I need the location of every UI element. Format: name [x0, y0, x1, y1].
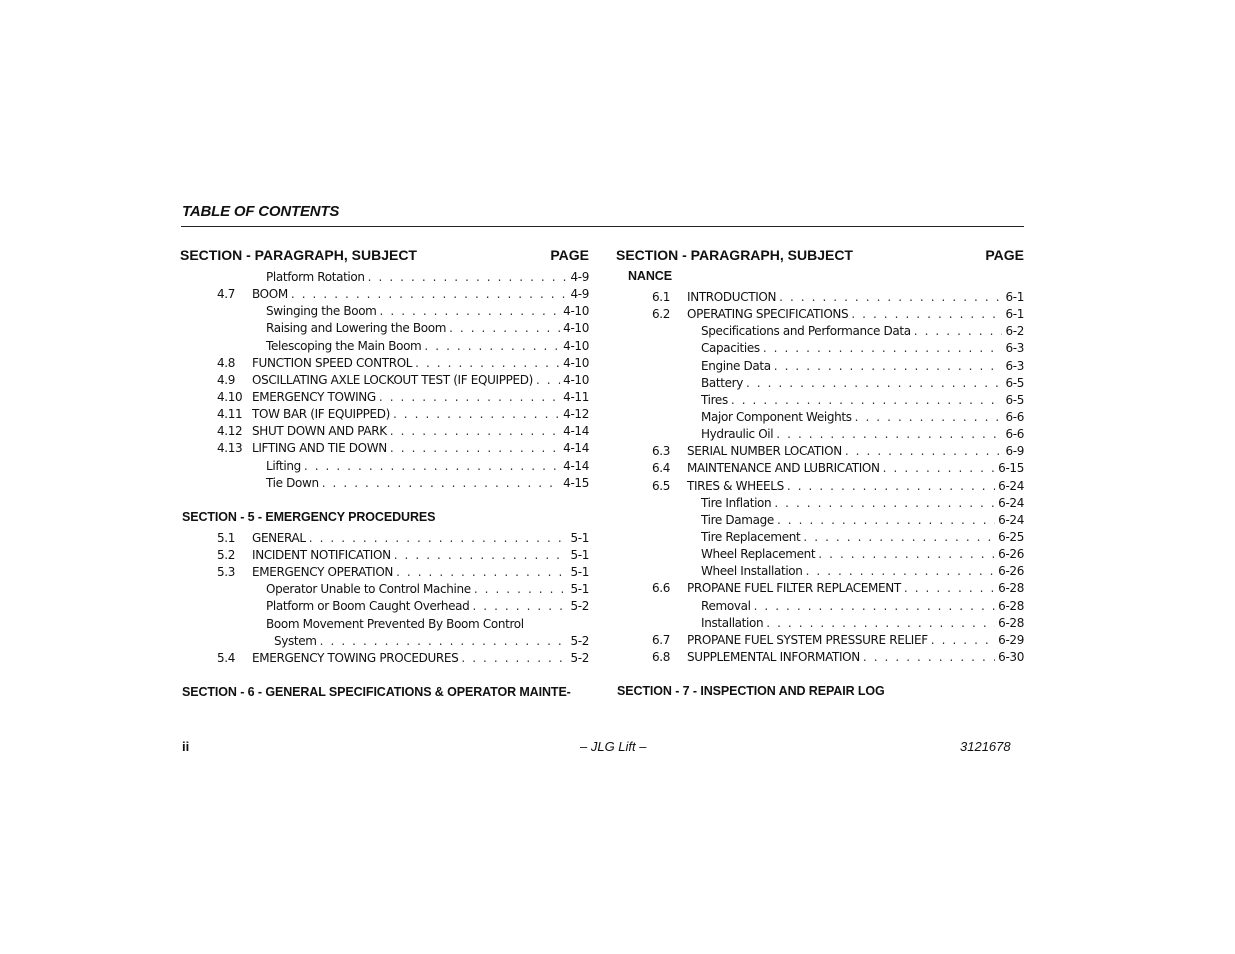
toc-entry-title: Swinging the Boom — [266, 304, 377, 319]
toc-entry-title: Wheel Installation — [701, 564, 803, 579]
dot-leader — [424, 338, 560, 355]
toc-entry-title: PROPANE FUEL SYSTEM PRESSURE RELIEF — [687, 632, 928, 647]
dot-leader — [396, 564, 567, 581]
toc-entry-title: PROPANE FUEL FILTER REPLACEMENT — [687, 581, 901, 596]
toc-entry[interactable] — [616, 306, 1024, 323]
toc-entry[interactable] — [616, 392, 1024, 409]
toc-entry[interactable] — [180, 475, 589, 492]
toc-entry[interactable] — [616, 443, 1024, 460]
toc-entry-number: 4.8 — [217, 355, 236, 370]
dot-leader — [390, 423, 560, 440]
toc-entry-page: 6-28 — [998, 581, 1024, 596]
toc-entry-title: FUNCTION SPEED CONTROL — [252, 355, 413, 370]
toc-entry[interactable] — [180, 458, 589, 475]
dot-leader — [914, 323, 1003, 340]
toc-entry-title: Platform or Boom Caught Overhead — [266, 599, 470, 614]
toc-entry-number: 5.4 — [217, 650, 236, 665]
dot-leader — [536, 372, 560, 389]
toc-entry-page: 6-28 — [998, 615, 1024, 630]
dot-leader — [803, 529, 995, 546]
dot-leader — [474, 581, 568, 598]
dot-leader — [393, 406, 560, 423]
dot-leader — [845, 443, 1003, 460]
right-entries — [616, 289, 1024, 666]
dot-leader — [415, 355, 560, 372]
footer-center-text: – JLG Lift – — [580, 739, 647, 754]
toc-entry-page: 5-2 — [570, 633, 589, 648]
toc-entry[interactable] — [180, 372, 589, 389]
toc-entry-title: SERIAL NUMBER LOCATION — [687, 444, 842, 459]
toc-entry-title: BOOM — [252, 287, 288, 302]
toc-entry-number: 6.8 — [652, 649, 671, 664]
toc-entry-number: 4.12 — [217, 424, 243, 439]
toc-entry-title: Tire Damage — [701, 512, 774, 527]
toc-entry[interactable] — [180, 564, 589, 581]
toc-entry-page: 4-12 — [563, 407, 589, 422]
section7-heading[interactable]: SECTION - 7 - INSPECTION AND REPAIR LOG — [617, 684, 885, 699]
dot-leader — [806, 563, 996, 580]
toc-entry[interactable] — [616, 563, 1024, 580]
toc-entry-number: 4.13 — [217, 441, 243, 456]
toc-entry-page: 6-24 — [998, 512, 1024, 527]
toc-entry-title: TOW BAR (IF EQUIPPED) — [252, 407, 390, 422]
toc-entry-page: 6-26 — [998, 564, 1024, 579]
toc-entry-page: 5-1 — [570, 547, 589, 562]
toc-entry-title: Tire Replacement — [701, 529, 801, 544]
toc-entry[interactable] — [616, 512, 1024, 529]
toc-entry-page: 6-3 — [1005, 358, 1024, 373]
toc-entry[interactable] — [616, 615, 1024, 632]
dot-leader — [774, 495, 995, 512]
toc-entry-page: 6-25 — [998, 529, 1024, 544]
right-header-subject: SECTION - PARAGRAPH, SUBJECT — [616, 247, 853, 263]
toc-entry[interactable] — [616, 409, 1024, 426]
toc-entry-page: 4-14 — [563, 441, 589, 456]
toc-entry-title: Engine Data — [701, 358, 771, 373]
toc-entry-page: 6-5 — [1005, 375, 1024, 390]
toc-entry-page: 4-11 — [563, 389, 589, 404]
toc-entry[interactable] — [616, 598, 1024, 615]
toc-entry-title: GENERAL — [252, 530, 306, 545]
title-rule — [181, 226, 1024, 227]
toc-entry-number: 6.1 — [652, 290, 671, 304]
toc-entry-number: 5.2 — [217, 547, 236, 562]
toc-entry-title: OPERATING SPECIFICATIONS — [687, 307, 849, 322]
toc-entry-page: 4-10 — [563, 355, 589, 370]
toc-entry-title: EMERGENCY TOWING PROCEDURES — [252, 650, 459, 665]
section6-continuation: NANCE — [628, 269, 672, 283]
toc-entry-page: 6-26 — [998, 547, 1024, 562]
dot-leader — [776, 426, 1002, 443]
toc-entry-title: Capacities — [701, 341, 760, 356]
section5-heading[interactable]: SECTION - 5 - EMERGENCY PROCEDURES — [182, 509, 436, 524]
left-entries — [180, 269, 589, 492]
dot-leader — [818, 546, 995, 563]
dot-leader — [390, 440, 560, 457]
toc-entry[interactable] — [616, 375, 1024, 392]
toc-entry-title: Operator Unable to Control Machine — [266, 582, 471, 597]
toc-entry-title: Hydraulic Oil — [701, 427, 774, 442]
toc-entry-title: INTRODUCTION — [687, 290, 777, 304]
toc-entry-title: MAINTENANCE AND LUBRICATION — [687, 461, 880, 476]
toc-entry[interactable] — [180, 389, 589, 406]
dot-leader — [461, 650, 567, 667]
dot-leader — [291, 286, 568, 303]
dot-leader — [449, 320, 560, 337]
dot-leader — [774, 358, 1003, 375]
toc-entry[interactable] — [616, 323, 1024, 340]
toc-entry[interactable] — [616, 580, 1024, 597]
toc-entry-page: 5-2 — [570, 650, 589, 665]
doc-title: TABLE OF CONTENTS — [182, 203, 340, 220]
toc-entry-title: EMERGENCY OPERATION — [252, 565, 394, 580]
toc-entry-page: 4-10 — [563, 321, 589, 336]
dot-leader — [763, 340, 1003, 357]
toc-entry-page: 5-1 — [570, 565, 589, 580]
toc-entry[interactable] — [180, 286, 589, 303]
dot-leader — [851, 306, 1002, 323]
toc-entry-title: Battery — [701, 375, 743, 390]
toc-entry-page: 6-1 — [1005, 290, 1024, 304]
section6-heading[interactable]: SECTION - 6 - GENERAL SPECIFICATIONS & OPERATOR MAINTE- — [182, 684, 571, 699]
toc-entry-title: TIRES & WHEELS — [687, 478, 784, 493]
toc-entry-number: 6.2 — [652, 307, 671, 322]
toc-entry-page: 6-2 — [1005, 324, 1024, 339]
right-header-page: PAGE — [985, 247, 1024, 263]
toc-entry[interactable] — [180, 440, 589, 457]
toc-entry-page: 6-24 — [998, 478, 1024, 493]
toc-entry[interactable] — [616, 546, 1024, 563]
toc-entry-page: 4-14 — [563, 424, 589, 439]
dot-leader — [322, 475, 560, 492]
toc-entry-page: 4-10 — [563, 338, 589, 353]
toc-entry[interactable] — [616, 460, 1024, 477]
toc-entry-page: 4-15 — [563, 475, 589, 490]
toc-entry-title: Lifting — [266, 458, 301, 473]
toc-entry-title: Installation — [701, 615, 764, 630]
toc-entry[interactable] — [616, 340, 1024, 357]
toc-entry[interactable] — [180, 581, 589, 598]
toc-entry-page: 6-28 — [998, 598, 1024, 613]
toc-entry-title: Specifications and Performance Data — [701, 324, 911, 339]
section5-entries — [180, 530, 589, 667]
toc-entry-number: 6.5 — [652, 478, 671, 493]
dot-leader — [320, 633, 568, 650]
toc-entry[interactable] — [180, 423, 589, 440]
toc-entry-title: SHUT DOWN AND PARK — [252, 424, 387, 439]
toc-entry[interactable] — [180, 530, 589, 547]
toc-entry-number: 5.3 — [217, 565, 236, 580]
dot-leader — [787, 478, 995, 495]
toc-entry-number: 6.3 — [652, 444, 671, 459]
toc-entry[interactable] — [180, 547, 589, 564]
toc-entry[interactable] — [616, 478, 1024, 495]
toc-entry-page: 4-9 — [570, 287, 589, 302]
dot-leader — [904, 580, 995, 597]
footer-page-label: ii — [182, 739, 190, 754]
toc-entry[interactable] — [180, 598, 589, 615]
toc-entry[interactable] — [180, 406, 589, 423]
toc-entry-page: 4-10 — [563, 372, 589, 387]
toc-entry[interactable] — [616, 529, 1024, 546]
toc-entry-page: 6-9 — [1005, 444, 1024, 459]
toc-entry-number: 4.7 — [217, 287, 236, 302]
toc-entry-page: 6-5 — [1005, 392, 1024, 407]
dot-leader — [304, 458, 560, 475]
dot-leader — [777, 512, 995, 529]
toc-entry-page: 5-1 — [570, 530, 589, 545]
toc-entry-title: Telescoping the Main Boom — [266, 338, 422, 353]
toc-entry-page: 6-6 — [1005, 409, 1024, 424]
toc-entry-page: 6-3 — [1005, 341, 1024, 356]
toc-entry-title: Tie Down — [266, 475, 319, 490]
footer-doc-number: 3121678 — [960, 739, 1011, 754]
left-column-header — [180, 246, 589, 264]
dot-leader — [380, 303, 561, 320]
toc-entry-page: 6-15 — [998, 461, 1024, 476]
toc-entry[interactable] — [616, 358, 1024, 375]
toc-entry[interactable] — [180, 269, 589, 286]
toc-entry-title: Raising and Lowering the Boom — [266, 321, 447, 336]
dot-leader — [731, 392, 1003, 409]
toc-entry-page: 6-24 — [998, 495, 1024, 510]
dot-leader — [863, 649, 995, 666]
toc-entry[interactable] — [616, 426, 1024, 443]
toc-right-column — [616, 246, 1024, 700]
toc-entry-title: System — [274, 633, 317, 648]
dot-leader — [766, 615, 995, 632]
dot-leader — [309, 530, 568, 547]
toc-entry[interactable] — [180, 303, 589, 320]
toc-entry-page: 4-9 — [570, 270, 589, 284]
toc-entry[interactable] — [180, 338, 589, 355]
toc-entry-title: Tires — [701, 392, 728, 407]
toc-entry-title: Wheel Replacement — [701, 547, 816, 562]
dot-leader — [394, 547, 568, 564]
dot-leader — [746, 375, 1002, 392]
toc-entry-title: Platform Rotation — [266, 270, 365, 284]
toc-entry[interactable] — [180, 650, 589, 667]
toc-entry[interactable] — [180, 320, 589, 337]
toc-entry[interactable] — [616, 495, 1024, 512]
dot-leader — [379, 389, 560, 406]
toc-entry[interactable] — [616, 649, 1024, 666]
toc-entry[interactable] — [616, 289, 1024, 306]
toc-entry[interactable] — [616, 632, 1024, 649]
right-column-header — [616, 246, 1024, 264]
dot-leader — [472, 598, 567, 615]
left-header-subject: SECTION - PARAGRAPH, SUBJECT — [180, 247, 417, 263]
toc-entry[interactable] — [180, 355, 589, 372]
toc-entry-title: EMERGENCY TOWING — [252, 389, 376, 404]
toc-entry-number: 6.4 — [652, 461, 671, 476]
toc-entry-number: 4.11 — [217, 407, 243, 422]
toc-entry-page: 6-29 — [998, 632, 1024, 647]
toc-entry-page: 6-6 — [1005, 427, 1024, 442]
toc-entry-number: 4.10 — [217, 389, 243, 404]
left-header-page: PAGE — [550, 247, 589, 263]
toc-entry-title: Boom Movement Prevented By Boom Control — [266, 616, 524, 631]
toc-entry-page: 5-1 — [570, 582, 589, 597]
toc-entry-page: 4-10 — [563, 304, 589, 319]
toc-entry-title: OSCILLATING AXLE LOCKOUT TEST (IF EQUIPPED) — [252, 372, 533, 387]
dot-leader — [779, 289, 1002, 306]
toc-entry-page: 5-2 — [570, 599, 589, 614]
toc-entry-title: INCIDENT NOTIFICATION — [252, 547, 391, 562]
toc-entry-number: 4.9 — [217, 372, 236, 387]
toc-entry-page: 6-1 — [1005, 307, 1024, 322]
dot-leader — [931, 632, 995, 649]
toc-entry-number: 6.7 — [652, 632, 671, 647]
dot-leader — [883, 460, 996, 477]
toc-entry-number: 6.6 — [652, 581, 671, 596]
toc-entry-page: 6-30 — [998, 649, 1024, 664]
toc-entry-title: Tire Inflation — [701, 495, 772, 510]
toc-left-column — [180, 246, 589, 701]
toc-entry-title: Removal — [701, 598, 751, 613]
toc-entry[interactable] — [180, 616, 589, 633]
toc-entry-title: SUPPLEMENTAL INFORMATION — [687, 649, 860, 664]
dot-leader — [368, 269, 568, 286]
toc-entry-page: 4-14 — [563, 458, 589, 473]
toc-entry-title: Major Component Weights — [701, 409, 852, 424]
toc-entry-title: LIFTING AND TIE DOWN — [252, 441, 387, 456]
toc-entry[interactable] — [180, 633, 589, 650]
dot-leader — [754, 598, 996, 615]
toc-entry-number: 5.1 — [217, 530, 236, 545]
dot-leader — [855, 409, 1003, 426]
